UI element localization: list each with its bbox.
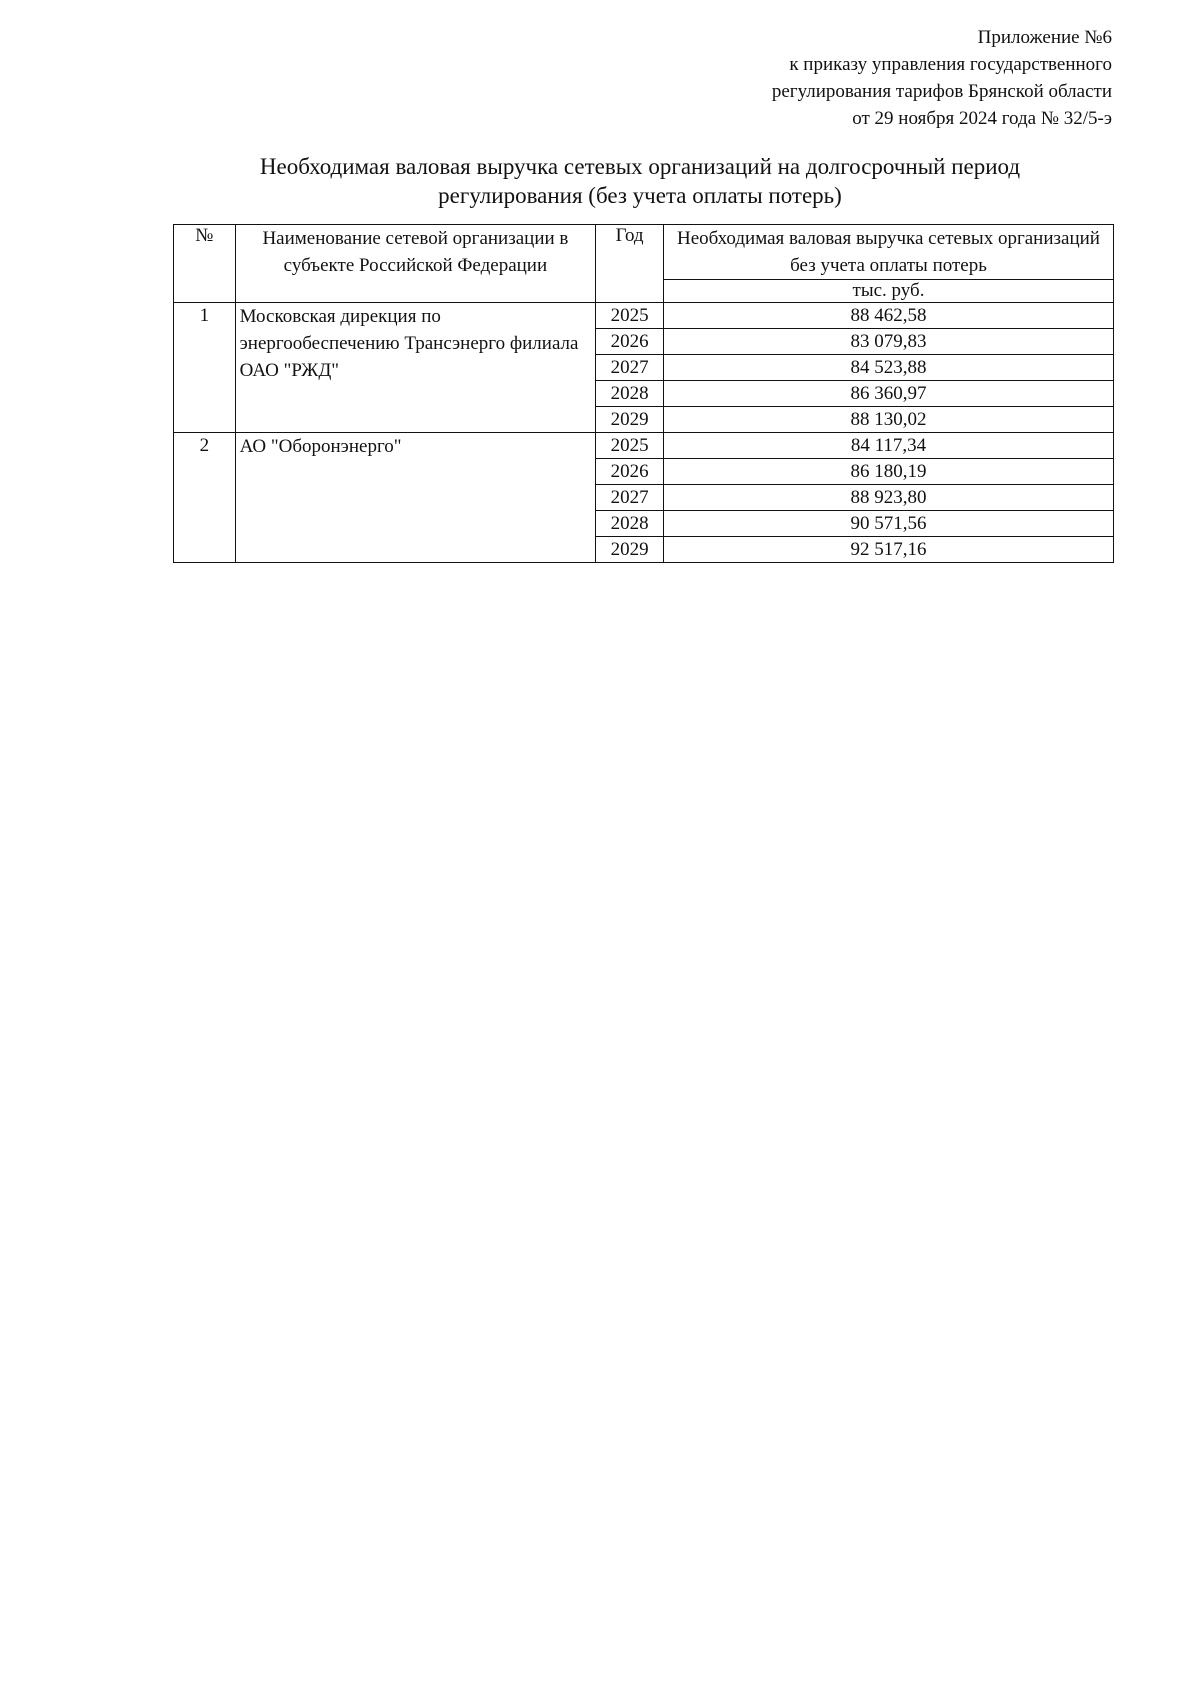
year-cell: 2025	[596, 303, 664, 329]
year-cell: 2025	[596, 433, 664, 459]
revenue-cell: 86 360,97	[664, 381, 1114, 407]
title-line-1: Необходимая валовая выручка сетевых организаций на долгосрочный период	[259, 154, 1021, 179]
revenue-cell: 90 571,56	[664, 511, 1114, 537]
header-row	[174, 225, 1114, 280]
revenue-cell: 88 923,80	[664, 485, 1114, 511]
annex-authority-line: регулирования тарифов Брянской области	[771, 81, 1112, 102]
table-row	[174, 433, 1114, 459]
year-cell: 2026	[596, 459, 664, 485]
year-cell: 2027	[596, 355, 664, 381]
year-cell: 2029	[596, 407, 664, 433]
revenue-cell: 92 517,16	[664, 537, 1114, 563]
year-cell: 2027	[596, 485, 664, 511]
revenue-cell: 84 117,34	[664, 433, 1114, 459]
title-line-2: регулирования (без учета оплаты потерь)	[438, 183, 842, 208]
row-number: 2	[174, 433, 236, 563]
year-cell: 2028	[596, 511, 664, 537]
annex-header	[772, 24, 1112, 132]
organization-name: АО "Оборонэнерго"	[235, 433, 596, 563]
document-title	[150, 152, 1130, 210]
year-cell: 2029	[596, 537, 664, 563]
header-organization-name: Наименование сетевой организации в субъекте Российской Федерации	[235, 225, 596, 303]
table-header	[174, 225, 1114, 303]
year-cell: 2026	[596, 329, 664, 355]
row-number: 1	[174, 303, 236, 433]
revenue-table	[173, 224, 1114, 563]
annex-date-line: от 29 ноября 2024 года № 32/5-э	[852, 108, 1112, 129]
annex-order-line: к приказу управления государственного	[789, 54, 1112, 75]
revenue-cell: 84 523,88	[664, 355, 1114, 381]
header-year: Год	[596, 225, 664, 303]
organization-name: Московская дирекция по энергообеспечению Трансэнерго филиала ОАО "РЖД"	[235, 303, 596, 433]
header-revenue: Необходимая валовая выручка сетевых организаций без учета оплаты потерь	[664, 225, 1114, 280]
header-number: №	[174, 225, 236, 303]
table-row	[174, 303, 1114, 329]
revenue-cell: 88 130,02	[664, 407, 1114, 433]
year-cell: 2028	[596, 381, 664, 407]
revenue-cell: 83 079,83	[664, 329, 1114, 355]
revenue-cell: 88 462,58	[664, 303, 1114, 329]
table-body	[174, 303, 1114, 563]
revenue-cell: 86 180,19	[664, 459, 1114, 485]
annex-number: Приложение №6	[977, 27, 1112, 48]
header-unit: тыс. руб.	[664, 280, 1114, 303]
